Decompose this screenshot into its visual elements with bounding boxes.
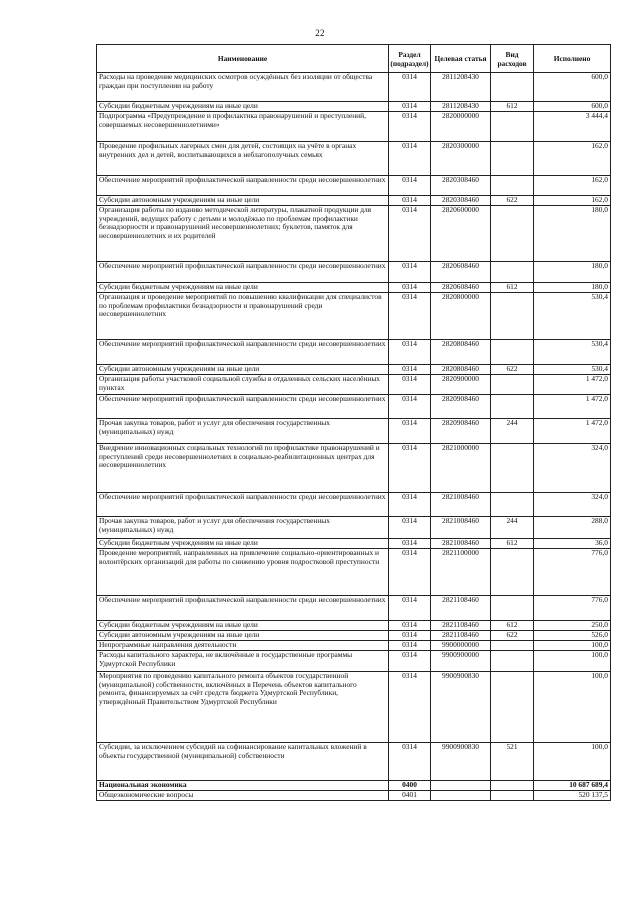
row-type bbox=[491, 395, 534, 419]
table-row bbox=[97, 283, 611, 293]
row-name: Расходы на проведение медицинских осмотров осуждённых без изоляции от общества граждан при поступлении на работу bbox=[97, 73, 389, 102]
row-amount: 162,0 bbox=[534, 196, 611, 206]
table-row bbox=[97, 651, 611, 672]
row-name: Организация и проведение мероприятий по повышению квалификации для специалистов по проблемам профилактики безнадзорности и правонарушений среди несовершеннолетних bbox=[97, 293, 389, 340]
table-row bbox=[97, 293, 611, 340]
row-section: 0314 bbox=[389, 375, 431, 395]
header-name: Наименование bbox=[97, 45, 389, 73]
row-type bbox=[491, 73, 534, 102]
row-article: 2811208430 bbox=[431, 102, 491, 112]
row-type bbox=[491, 262, 534, 283]
row-section: 0314 bbox=[389, 621, 431, 631]
header-amount: Исполнено bbox=[534, 45, 611, 73]
row-article: 9900900830 bbox=[431, 672, 491, 743]
row-amount: 100,0 bbox=[534, 743, 611, 781]
row-section: 0314 bbox=[389, 596, 431, 621]
row-section: 0314 bbox=[389, 444, 431, 493]
row-section: 0314 bbox=[389, 395, 431, 419]
header-article: Целевая статья bbox=[431, 45, 491, 73]
table-row bbox=[97, 549, 611, 596]
row-section: 0314 bbox=[389, 176, 431, 196]
row-article: 2821000000 bbox=[431, 444, 491, 493]
row-name: Проведение профильных лагерных смен для детей, состоящих на учёте в органах внутренних дел и детей, воспитывающихся в неблагополучных семьях bbox=[97, 142, 389, 176]
table-row bbox=[97, 444, 611, 493]
row-amount: 3 444,4 bbox=[534, 112, 611, 142]
row-name: Субсидии бюджетным учреждениям на иные цели bbox=[97, 102, 389, 112]
row-name: Субсидии автономным учреждениям на иные цели bbox=[97, 196, 389, 206]
row-amount: 180,0 bbox=[534, 283, 611, 293]
row-section: 0314 bbox=[389, 517, 431, 539]
row-type bbox=[491, 375, 534, 395]
row-amount: 776,0 bbox=[534, 549, 611, 596]
table-row bbox=[97, 539, 611, 549]
table-row bbox=[97, 395, 611, 419]
table-row bbox=[97, 791, 611, 801]
row-name: Обеспечение мероприятий профилактической направленности среди несовершеннолетних bbox=[97, 340, 389, 365]
row-article bbox=[431, 781, 491, 791]
row-amount: 250,0 bbox=[534, 621, 611, 631]
row-type: 622 bbox=[491, 631, 534, 641]
row-article: 2821108460 bbox=[431, 621, 491, 631]
row-name: Субсидии, за исключением субсидий на софинансирование капитальных вложений в объекты государственной (муниципальной) собственности bbox=[97, 743, 389, 781]
row-amount: 180,0 bbox=[534, 262, 611, 283]
row-name: Прочая закупка товаров, работ и услуг для обеспечения государственных (муниципальных) нужд bbox=[97, 419, 389, 444]
table-row bbox=[97, 631, 611, 641]
row-type bbox=[491, 112, 534, 142]
row-name: Организация работы по изданию методической литературы, плакатной продукции для учреждений, ведущих работу с детьми и молодёжью по проблемам профилактики безнадзорности и правонарушений несовершеннолетних; буклетов, памяток для несовершеннолетних и их родителей bbox=[97, 206, 389, 262]
row-article: 2820808460 bbox=[431, 365, 491, 375]
row-article: 2820308460 bbox=[431, 196, 491, 206]
header-type: Вид расходов bbox=[491, 45, 534, 73]
row-article: 2821100000 bbox=[431, 549, 491, 596]
row-section: 0314 bbox=[389, 631, 431, 641]
row-amount: 520 137,5 bbox=[534, 791, 611, 801]
header-row bbox=[97, 45, 611, 73]
row-name: Проведение мероприятий, направленных на привлечение социально-ориентированных и волонтёрских организаций для работы по снижению уровня подростковой преступности bbox=[97, 549, 389, 596]
row-name: Национальная экономика bbox=[97, 781, 389, 791]
row-name: Обеспечение мероприятий профилактической направленности среди несовершеннолетних bbox=[97, 262, 389, 283]
row-name: Субсидии бюджетным учреждениям на иные цели bbox=[97, 621, 389, 631]
row-section: 0314 bbox=[389, 73, 431, 102]
row-name: Субсидии бюджетным учреждениям на иные цели bbox=[97, 283, 389, 293]
table-row bbox=[97, 493, 611, 517]
row-amount: 526,0 bbox=[534, 631, 611, 641]
row-amount: 10 687 689,4 bbox=[534, 781, 611, 791]
row-article: 2820300000 bbox=[431, 142, 491, 176]
header-section: Раздел (подраздел) bbox=[389, 45, 431, 73]
row-section: 0314 bbox=[389, 112, 431, 142]
row-article: 2820900000 bbox=[431, 375, 491, 395]
table-row bbox=[97, 641, 611, 651]
row-type bbox=[491, 340, 534, 365]
row-section: 0314 bbox=[389, 142, 431, 176]
row-type bbox=[491, 651, 534, 672]
row-article: 2820308460 bbox=[431, 176, 491, 196]
table-row bbox=[97, 176, 611, 196]
table-row bbox=[97, 262, 611, 283]
row-section: 0314 bbox=[389, 419, 431, 444]
row-section: 0314 bbox=[389, 651, 431, 672]
row-article: 2821008460 bbox=[431, 493, 491, 517]
row-amount: 1 472,0 bbox=[534, 395, 611, 419]
row-article: 9900000000 bbox=[431, 641, 491, 651]
row-article: 2811208430 bbox=[431, 73, 491, 102]
table-row bbox=[97, 112, 611, 142]
table-row bbox=[97, 419, 611, 444]
row-name: Субсидии бюджетным учреждениям на иные цели bbox=[97, 539, 389, 549]
row-type: 244 bbox=[491, 517, 534, 539]
row-amount: 530,4 bbox=[534, 293, 611, 340]
row-type bbox=[491, 176, 534, 196]
row-name: Обеспечение мероприятий профилактической направленности среди несовершеннолетних bbox=[97, 395, 389, 419]
row-amount: 100,0 bbox=[534, 651, 611, 672]
row-section: 0314 bbox=[389, 549, 431, 596]
row-type: 622 bbox=[491, 365, 534, 375]
row-section: 0314 bbox=[389, 102, 431, 112]
row-type bbox=[491, 672, 534, 743]
row-name: Обеспечение мероприятий профилактической направленности среди несовершеннолетних bbox=[97, 596, 389, 621]
row-article: 9900900830 bbox=[431, 743, 491, 781]
row-article bbox=[431, 791, 491, 801]
row-amount: 324,0 bbox=[534, 444, 611, 493]
row-type: 244 bbox=[491, 419, 534, 444]
row-section: 0314 bbox=[389, 365, 431, 375]
table-row bbox=[97, 517, 611, 539]
row-amount: 530,4 bbox=[534, 340, 611, 365]
row-article: 2820908460 bbox=[431, 419, 491, 444]
row-amount: 288,0 bbox=[534, 517, 611, 539]
row-type bbox=[491, 444, 534, 493]
row-name: Обеспечение мероприятий профилактической направленности среди несовершеннолетних bbox=[97, 176, 389, 196]
row-type: 521 bbox=[491, 743, 534, 781]
table-body bbox=[97, 73, 611, 801]
row-article: 2821108460 bbox=[431, 631, 491, 641]
row-type bbox=[491, 206, 534, 262]
row-section: 0314 bbox=[389, 539, 431, 549]
row-amount: 1 472,0 bbox=[534, 375, 611, 395]
row-type bbox=[491, 641, 534, 651]
table-row bbox=[97, 102, 611, 112]
page-number: 22 bbox=[315, 28, 325, 38]
table-row bbox=[97, 781, 611, 791]
table-row bbox=[97, 743, 611, 781]
row-section: 0314 bbox=[389, 196, 431, 206]
row-amount: 162,0 bbox=[534, 176, 611, 196]
row-name: Общеэкономические вопросы bbox=[97, 791, 389, 801]
row-name: Расходы капитального характера, не включённые в государственные программы Удмуртской Республики bbox=[97, 651, 389, 672]
row-name: Мероприятия по проведению капитального ремонта объектов государственной (муниципальной) собственности, включённых в Перечень объектов капитального ремонта, финансируемых за счёт средств бюджета Удмуртской Республики, утверждённый Правительством Удмуртской Республики bbox=[97, 672, 389, 743]
row-section: 0314 bbox=[389, 293, 431, 340]
row-article: 2821008460 bbox=[431, 539, 491, 549]
row-amount: 600,0 bbox=[534, 102, 611, 112]
row-name: Организация работы участковой социальной службы в отдаленных сельских населённых пунктах bbox=[97, 375, 389, 395]
row-type bbox=[491, 142, 534, 176]
row-name: Субсидии автономным учреждениям на иные цели bbox=[97, 631, 389, 641]
row-type bbox=[491, 791, 534, 801]
row-name: Подпрограмма «Предупреждение и профилактика правонарушений и преступлений, совершаемых несовершеннолетними» bbox=[97, 112, 389, 142]
row-type: 612 bbox=[491, 102, 534, 112]
table-row bbox=[97, 621, 611, 631]
row-amount: 530,4 bbox=[534, 365, 611, 375]
row-amount: 600,0 bbox=[534, 73, 611, 102]
row-type: 612 bbox=[491, 539, 534, 549]
row-section: 0314 bbox=[389, 493, 431, 517]
row-article: 2820800000 bbox=[431, 293, 491, 340]
row-type bbox=[491, 493, 534, 517]
row-type: 612 bbox=[491, 621, 534, 631]
row-type: 612 bbox=[491, 283, 534, 293]
row-section: 0314 bbox=[389, 672, 431, 743]
table-row bbox=[97, 365, 611, 375]
row-article: 2820600000 bbox=[431, 206, 491, 262]
row-section: 0400 bbox=[389, 781, 431, 791]
row-article: 2820608460 bbox=[431, 283, 491, 293]
row-article: 2820608460 bbox=[431, 262, 491, 283]
row-type bbox=[491, 293, 534, 340]
row-section: 0314 bbox=[389, 283, 431, 293]
table-row bbox=[97, 206, 611, 262]
row-amount: 100,0 bbox=[534, 641, 611, 651]
row-amount: 36,0 bbox=[534, 539, 611, 549]
row-article: 2820000000 bbox=[431, 112, 491, 142]
row-section: 0401 bbox=[389, 791, 431, 801]
table-row bbox=[97, 596, 611, 621]
row-article: 2821108460 bbox=[431, 596, 491, 621]
table-row bbox=[97, 375, 611, 395]
row-amount: 776,0 bbox=[534, 596, 611, 621]
row-amount: 1 472,0 bbox=[534, 419, 611, 444]
row-type bbox=[491, 781, 534, 791]
table-row bbox=[97, 340, 611, 365]
row-type: 622 bbox=[491, 196, 534, 206]
row-section: 0314 bbox=[389, 641, 431, 651]
row-amount: 324,0 bbox=[534, 493, 611, 517]
row-name: Непрограммные направления деятельности bbox=[97, 641, 389, 651]
row-section: 0314 bbox=[389, 206, 431, 262]
row-type bbox=[491, 596, 534, 621]
row-article: 2820908460 bbox=[431, 395, 491, 419]
table-row bbox=[97, 73, 611, 102]
row-name: Субсидии автономным учреждениям на иные цели bbox=[97, 365, 389, 375]
table-row bbox=[97, 142, 611, 176]
row-article: 2820808460 bbox=[431, 340, 491, 365]
budget-table bbox=[96, 44, 611, 801]
row-name: Внедрение инновационных социальных технологий по профилактике правонарушений и преступлений среди несовершеннолетних в социально-реабилитационных центрах для несовершеннолетних bbox=[97, 444, 389, 493]
row-amount: 162,0 bbox=[534, 142, 611, 176]
table-row bbox=[97, 672, 611, 743]
row-section: 0314 bbox=[389, 743, 431, 781]
row-section: 0314 bbox=[389, 340, 431, 365]
row-article: 2821008460 bbox=[431, 517, 491, 539]
table-row bbox=[97, 196, 611, 206]
row-section: 0314 bbox=[389, 262, 431, 283]
row-amount: 180,0 bbox=[534, 206, 611, 262]
row-type bbox=[491, 549, 534, 596]
row-name: Обеспечение мероприятий профилактической направленности среди несовершеннолетних bbox=[97, 493, 389, 517]
row-article: 9900900000 bbox=[431, 651, 491, 672]
row-amount: 100,0 bbox=[534, 672, 611, 743]
row-name: Прочая закупка товаров, работ и услуг для обеспечения государственных (муниципальных) нужд bbox=[97, 517, 389, 539]
